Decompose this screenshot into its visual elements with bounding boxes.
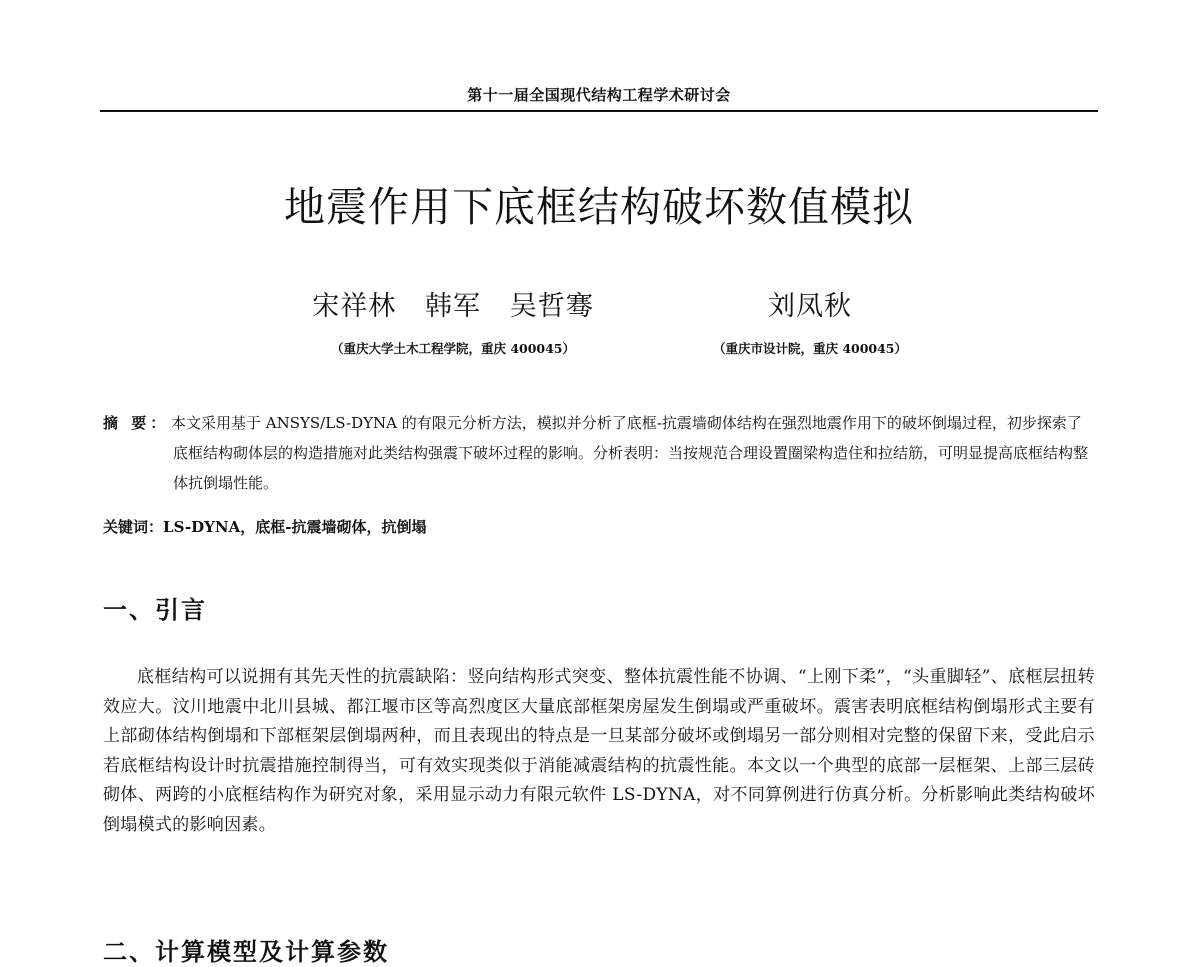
abstract [103,408,1095,498]
abstract-label: 摘 要： [103,414,170,432]
section-heading-introduction: 一、引言 [103,596,207,624]
author-names: 宋祥林 韩军 吴哲骞 [312,291,594,322]
keywords [103,516,1095,538]
author-affiliation: （重庆市设计院，重庆 400045） [712,341,908,356]
paper-title: 地震作用下底框结构破坏数值模拟 [284,183,914,231]
keywords-text: LS-DYNA，底框-抗震墙砌体，抗倒塌 [163,518,427,536]
introduction-paragraph: 底框结构可以说拥有其先天性的抗震缺陷：竖向结构形式突变、整体抗震性能不协调、“上刚下柔”，“头重脚轻”、底框层扭转效应大。汶川地震中北川县城、都江堰市区等高烈度区大量底部框架房屋发生倒塌或严重破坏。震害表明底框结构倒塌形式主要有上部砌体结构倒塌和下部框架层倒塌两种，而且表现出的特点是一旦某部分破坏或倒塌另一部分则相对完整的保留下来，受此启示若底框结构设计时抗震措施控制得当，可有效实现类似于消能减震结构的抗震性能。本文以一个典型的底部一层框架、上部三层砖砌体、两跨的小底框结构作为研究对象，采用显示动力有限元软件 LS-DYNA，对不同算例进行仿真分析。分析影响此类结构破坏倒塌模式的影响因素。 [103,667,1095,835]
author-group-2 [660,284,960,357]
author-names: 刘凤秋 [768,291,852,322]
abstract-text: 本文采用基于 ANSYS/LS-DYNA 的有限元分析方法，模拟并分析了底框-抗震墙砌体结构在强烈地震作用下的破坏倒塌过程，初步探索了底框结构砌体层的构造措施对此类结构强震下破坏过程的影响。分析表明：当按规范合理设置圈梁构造住和拉结筋，可明显提高底框结构整体抗倒塌性能。 [171,414,1089,492]
section-heading-model: 二、计算模型及计算参数 [103,938,389,966]
running-header: 第十一届全国现代结构工程学术研讨会 [467,86,731,104]
keywords-label: 关键词： [103,518,164,536]
author-group-1 [258,284,648,357]
header-rule [100,110,1098,112]
author-affiliation: （重庆大学土木工程学院，重庆 400045） [330,341,576,356]
